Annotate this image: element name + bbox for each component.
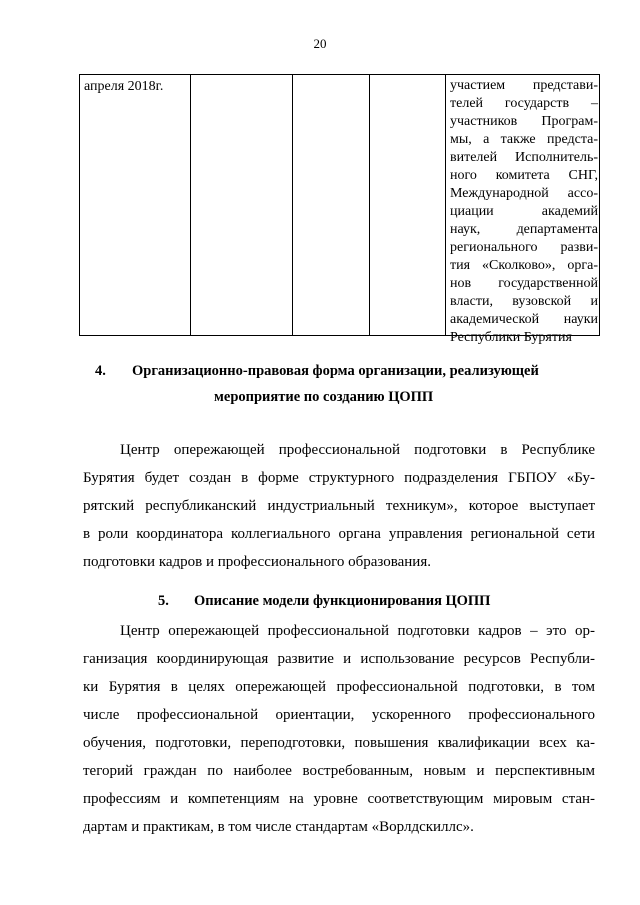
paragraph-line: ганизация координирующая развитие и использование ресурсов Республи- (83, 651, 595, 667)
paragraph-line: дартам и практикам, в том числе стандартам «Ворлдскиллс». (83, 819, 474, 835)
table-cell-date: апреля 2018г. (84, 79, 164, 94)
paragraph-line: профессиям и компетенциям на уровне соответствующим мировым стан- (83, 791, 595, 807)
table-cell-line: академической науки (450, 312, 598, 327)
table-column-divider (292, 75, 293, 335)
table-cell-line: власти, вузовской и (450, 294, 598, 309)
table-cell-line: регионального разви- (450, 240, 598, 255)
table-cell-line: ного комитета СНГ, (450, 168, 598, 183)
paragraph-line: Центр опережающей профессиональной подготовки кадров – это ор- (120, 623, 595, 639)
section-4-title-line1: Организационно-правовая форма организации, реализующей (132, 363, 539, 379)
page-number: 20 (313, 36, 327, 51)
table-cell-line: участников Програм- (450, 114, 598, 129)
table-cell-description (450, 77, 598, 347)
table-cell-line: участием представи- (450, 78, 598, 93)
table-cell-line: Республики Бурятия (450, 330, 572, 345)
paragraph-line: подготовки кадров и профессионального образования. (83, 554, 431, 570)
paragraph-line: Центр опережающей профессиональной подготовки в Республике (120, 442, 595, 458)
paragraph-line: числе профессиональной ориентации, ускоренного профессионального (83, 707, 595, 723)
table-cell-line: циации академий (450, 204, 598, 219)
table-column-divider (369, 75, 370, 335)
table-cell-line: тия «Сколково», орга- (450, 258, 598, 273)
paragraph-line: ки Бурятия в целях опережающей профессиональной подготовки, в том (83, 679, 595, 695)
section-5-number: 5. (158, 593, 169, 609)
table-column-divider (445, 75, 446, 335)
table-cell-line: мы, а также предста- (450, 132, 598, 147)
paragraph-line: рятский республиканский индустриальный техникум», которое выступает (83, 498, 595, 514)
schedule-table (79, 74, 600, 345)
table-cell-line: вителей Исполнитель- (450, 150, 598, 165)
table-column-divider (190, 75, 191, 335)
section-4-title-line2: мероприятие по созданию ЦОПП (214, 389, 434, 405)
table-cell-line: наук, департамента (450, 222, 598, 237)
section-5-title: Описание модели функционирования ЦОПП (194, 593, 491, 609)
paragraph-line: обучения, подготовки, переподготовки, повышения квалификации всех ка- (83, 735, 595, 751)
paragraph-line: тегорий граждан по наиболее востребованным, новым и перспективным (83, 763, 595, 779)
section-5-paragraph (83, 617, 595, 841)
paragraph-line: в роли координатора коллегиального органа управления региональной сети (83, 526, 595, 542)
table-cell-line: Международной ассо- (450, 186, 598, 201)
table-cell-line: телей государств – (450, 96, 598, 111)
table-cell-line: нов государственной (450, 276, 598, 291)
paragraph-line: Бурятия будет создан в форме структурного подразделения ГБПОУ «Бу- (83, 470, 595, 486)
section-4-number: 4. (95, 363, 106, 379)
section-4-paragraph (83, 436, 595, 576)
